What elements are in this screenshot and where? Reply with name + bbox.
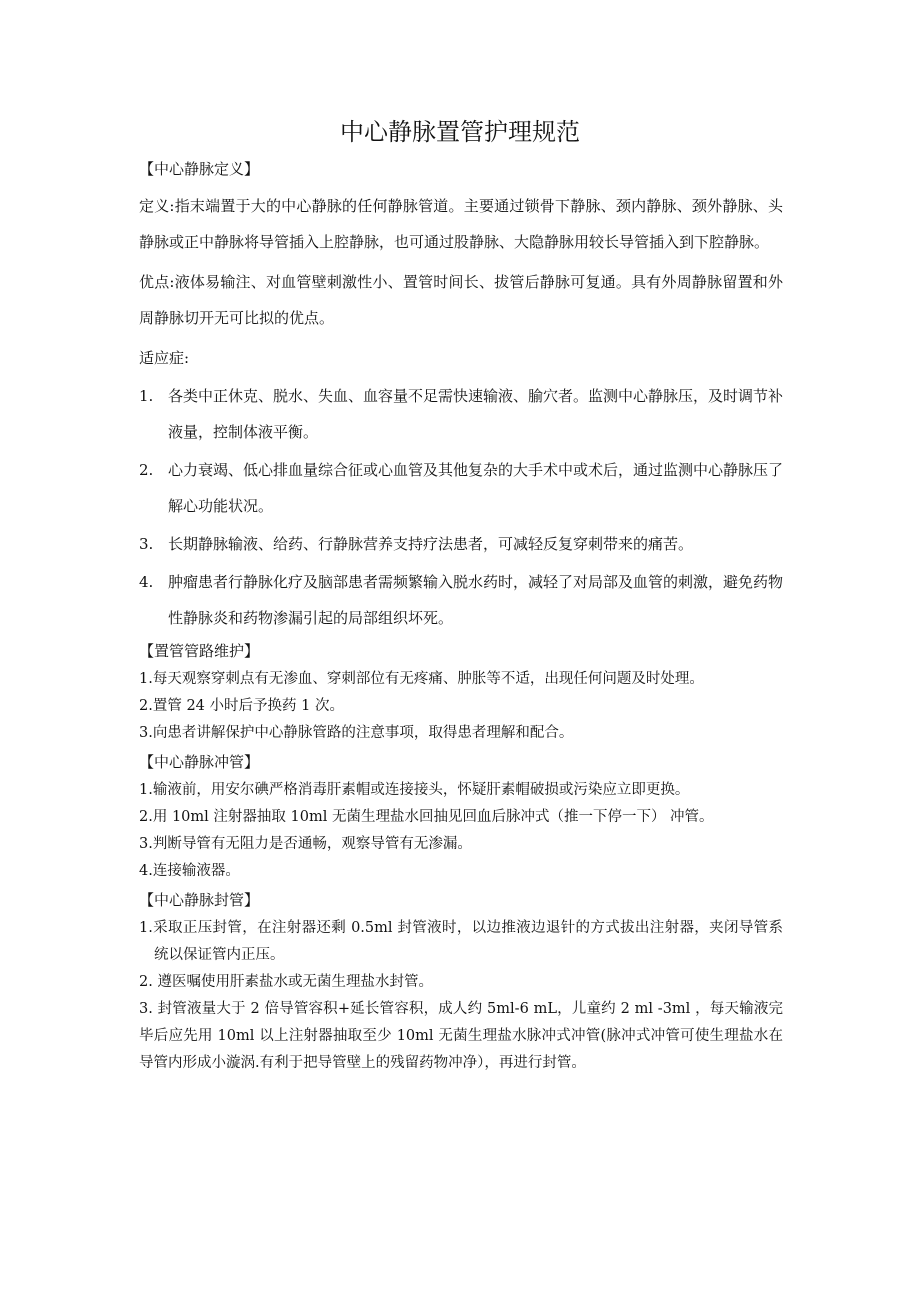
maintenance-item: 2.置管 24 小时后予换药 1 次。	[139, 698, 344, 714]
section-heading-definition: 【中心静脉定义】	[139, 160, 260, 178]
indication-item	[139, 452, 783, 524]
list-number: 1.	[139, 387, 154, 405]
indication-label: 适应症:	[139, 349, 190, 367]
section-heading-sealing: 【中心静脉封管】	[139, 891, 260, 909]
list-text: 各类中正休克、脱水、失血、血容量不足需快速输液、腧穴者。监测中心静脉压，及时调节补液量，控制体液平衡。	[168, 387, 784, 441]
list-text: 肿瘤患者行静脉化疗及脑部患者需频繁输入脱水药时，减轻了对局部及血管的刺激，避免药物性静脉炎和药物渗漏引起的局部组织坏死。	[168, 573, 784, 627]
list-text: 心力衰竭、低心排血量综合征或心血管及其他复杂的大手术中或术后，通过监测中心静脉压了解心功能状况。	[168, 461, 784, 515]
flushing-item: 2.用 10ml 注射器抽取 10ml 无菌生理盐水回抽见回血后脉冲式（推一下停一下） 冲管。	[139, 809, 714, 825]
document-body	[139, 154, 783, 1077]
indication-item	[139, 378, 783, 450]
list-number: 3.	[139, 535, 154, 553]
list-number: 4.	[139, 573, 154, 591]
indication-item	[139, 564, 783, 636]
flushing-item: 4.连接输液器。	[139, 863, 240, 879]
advantage-paragraph: 优点:液体易输注、对血管壁刺激性小、置管时间长、拔管后静脉可复通。具有外周静脉留置和外周静脉切开无可比拟的优点。	[139, 273, 783, 327]
sealing-item: 2. 遵医嘱使用肝素盐水或无菌生理盐水封管。	[139, 974, 433, 990]
sealing-item: 1.采取正压封管，在注射器还剩 0.5ml 封管液时，以边推液边退针的方式拔出注射器，夹闭导管系统以保证管内正压。	[139, 920, 783, 963]
list-text: 长期静脉输液、给药、行静脉营养支持疗法患者，可减轻反复穿刺带来的痛苦。	[168, 535, 694, 553]
definition-paragraph: 定义:指末端置于大的中心静脉的任何静脉管道。主要通过锁骨下静脉、颈内静脉、颈外静脉、头静脉或正中静脉将导管插入上腔静脉，也可通过股静脉、大隐静脉用较长导管插入到下腔静脉。	[139, 197, 783, 251]
flushing-item: 1.输液前，用安尔碘严格消毒肝素帽或连接接头，怀疑肝素帽破损或污染应立即更换。	[139, 782, 690, 798]
sealing-item: 3. 封管液量大于 2 倍导管容积+延长管容积，成人约 5ml-6 mL，儿童约 2 ml -3ml ，每天输液完毕后应先用 10ml 以上注射器抽取至少 10ml 无菌生理盐水脉冲式冲管(脉冲式冲管可使生理盐水在导管内形成小漩涡.有利于把导管壁上的残留药物冲净），再进行封管。	[139, 1001, 783, 1071]
document-title: 中心静脉置管护理规范	[340, 118, 580, 146]
maintenance-item: 3.向患者讲解保护中心静脉管路的注意事项，取得患者理解和配合。	[139, 725, 574, 741]
section-heading-flushing: 【中心静脉冲管】	[139, 753, 260, 771]
list-number: 2.	[139, 461, 154, 479]
maintenance-item: 1.每天观察穿刺点有无渗血、穿刺部位有无疼痛、肿胀等不适，出现任何问题及时处理。	[139, 671, 704, 687]
section-heading-maintenance: 【置管管路维护】	[139, 642, 260, 660]
flushing-item: 3.判断导管有无阻力是否通畅，观察导管有无渗漏。	[139, 836, 472, 852]
indication-item	[139, 526, 783, 562]
